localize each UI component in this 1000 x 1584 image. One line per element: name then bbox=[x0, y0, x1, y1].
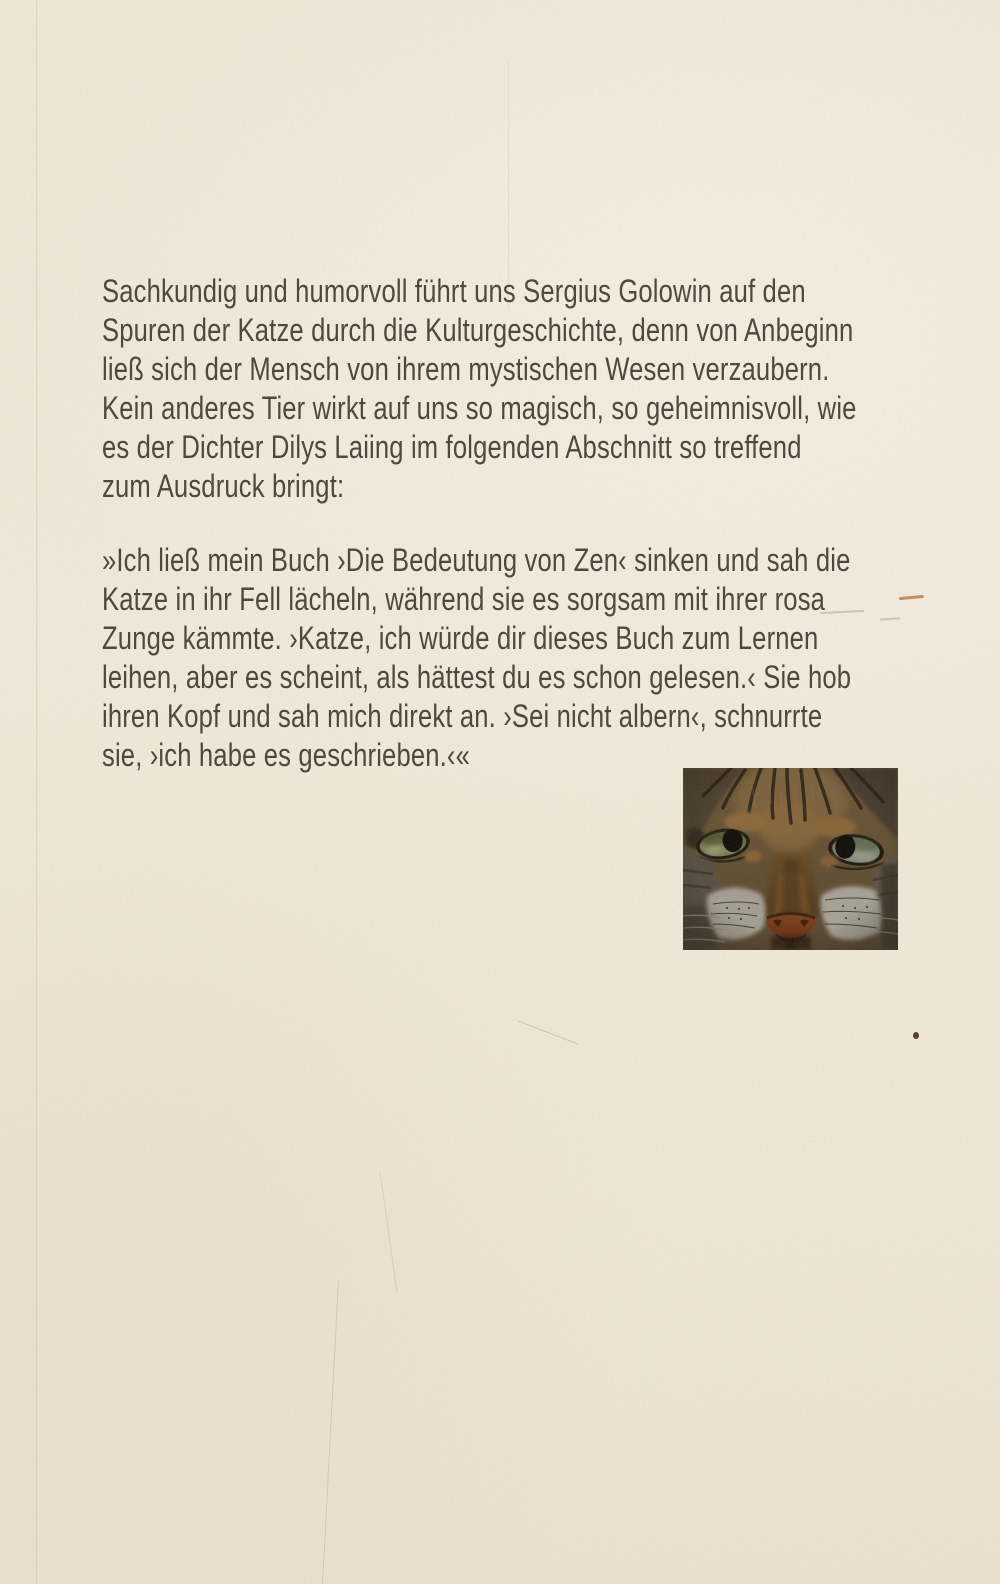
quote-line: »Ich ließ mein Buch ›Die Bedeutung von Zen‹ sinken und sah die bbox=[102, 542, 851, 578]
paper-crease bbox=[518, 1021, 578, 1045]
intro-line: zum Ausdruck bringt: bbox=[102, 468, 345, 504]
paper-edge-fold bbox=[36, 0, 39, 1584]
cat-photo bbox=[683, 768, 898, 950]
intro-line: Kein anderes Tier wirkt auf uns so magisch, so geheimnisvoll, wie bbox=[102, 390, 857, 426]
quote-line: sie, ›ich habe es geschrieben.‹« bbox=[102, 737, 470, 773]
paper-crease bbox=[322, 1280, 339, 1584]
paper-speck bbox=[913, 1032, 919, 1039]
quote-paragraph bbox=[102, 541, 851, 775]
quote-line: Zunge kämmte. ›Katze, ich würde dir dieses Buch zum Lernen bbox=[102, 620, 819, 656]
paper-crease bbox=[380, 1173, 398, 1292]
intro-line: ließ sich der Mensch von ihrem mystischen Wesen verzaubern. bbox=[102, 351, 830, 387]
intro-line: Sachkundig und humorvoll führt uns Sergius Golowin auf den bbox=[102, 273, 806, 309]
quote-line: leihen, aber es scheint, als hättest du es schon gelesen.‹ Sie hob bbox=[102, 659, 852, 695]
intro-line: es der Dichter Dilys Laiing im folgenden Abschnitt so treffend bbox=[102, 429, 802, 465]
intro-paragraph bbox=[102, 272, 857, 506]
quote-line: ihren Kopf und sah mich direkt an. ›Sei nicht albern‹, schnurrte bbox=[102, 698, 823, 734]
ink-mark bbox=[899, 595, 924, 600]
cat-face-image bbox=[683, 768, 898, 950]
quote-line: Katze in ihr Fell lächeln, während sie es sorgsam mit ihrer rosa bbox=[102, 581, 826, 617]
pencil-smudge bbox=[880, 617, 900, 620]
intro-line: Spuren der Katze durch die Kulturgeschichte, denn von Anbeginn bbox=[102, 312, 854, 348]
